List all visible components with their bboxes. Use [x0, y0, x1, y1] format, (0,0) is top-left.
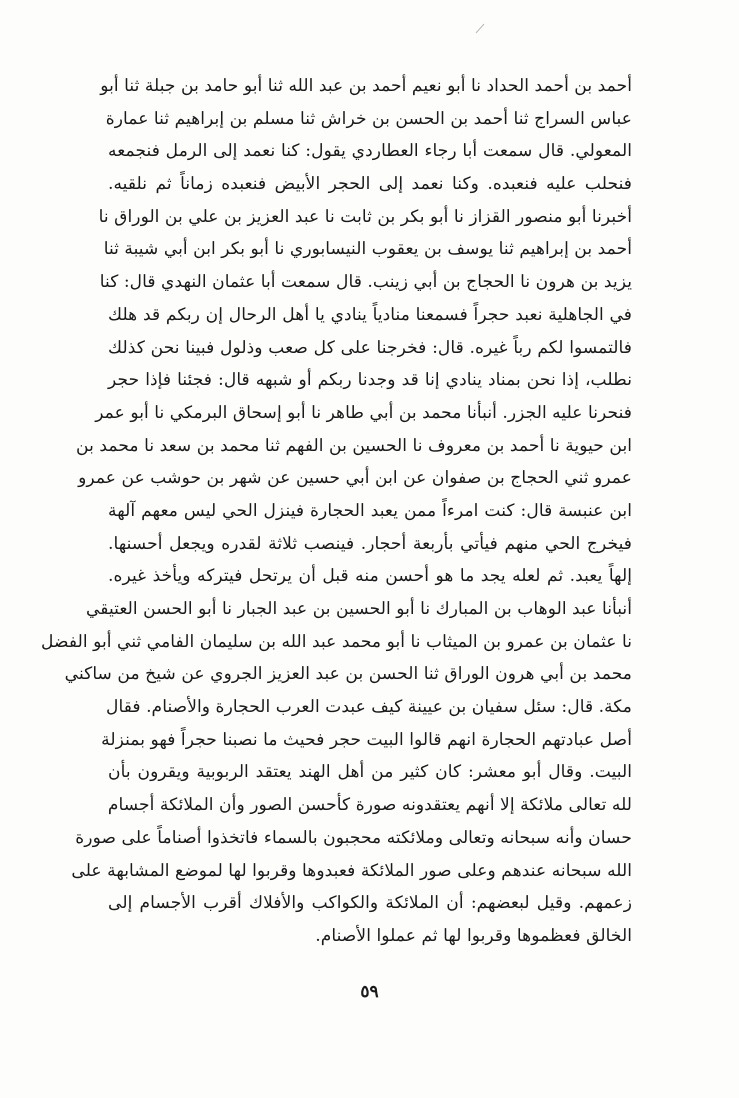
text-line: في الجاهلية نعبد حجراً فسمعنا منادياً ينادي يا أهل الرحال إن ربكم قد هلك [108, 304, 632, 325]
text-line: أنبأنا عبد الوهاب بن المبارك نا أبو الحسين بن عبد الجبار نا أبو الحسن العتيقي [85, 599, 632, 619]
text-line: يزيد بن هرون نا الحجاج بن أبي زينب. قال سمعت أبا عثمان النهدي قال: كنا [99, 272, 632, 293]
text-line: فيخرج الحي منهم فيأتي بأربعة أحجار. فينصب ثلاثة لقدره ويجعل أحسنها. [108, 533, 632, 554]
pencil-mark [476, 24, 485, 34]
page-number: ٥٩ [360, 982, 379, 1002]
text-line: أصل عبادتهم الحجارة انهم قالوا البيت حجر فحيث ما نصبنا حجراً فهو بمنزلة [101, 729, 632, 750]
text-line: ابن عنبسة قال: كنت امرءاً ممن يعبد الحجارة فينزل الحي ليس معهم آلهة [108, 500, 632, 521]
body-text [41, 70, 632, 953]
text-line: أخبرنا أبو منصور القزاز نا أبو بكر بن ثابت نا عبد العزيز بن علي بن الوراق نا [98, 206, 632, 227]
text-line: أحمد بن أحمد الحداد نا أبو نعيم أحمد بن عبد الله ثنا أبو حامد بن جبلة ثنا أبو [100, 76, 632, 96]
text-line: زعمهم. وقيل لبعضهم: أن الملائكة والكواكب والأفلاك أقرب الأجسام إلى [108, 893, 632, 914]
text-line: فنحرنا عليه الجزر. أنبأنا محمد بن أبي طاهر نا أبو إسحاق البرمكي نا أبو عمر [95, 402, 632, 423]
text-line: لله تعالى ملائكة إلا أنهم يعتقدونه صورة كأحسن الصور وأن الملائكة أجسام [107, 795, 632, 816]
text-line: المعولي. قال سمعت أبا رجاء العطاردي يقول: كنا نعمد إلى الرمل فنجمعه [108, 141, 632, 162]
text-line: الخالق فعظموها وقربوا لها ثم عملوا الأصنام. [315, 925, 632, 946]
text-line: نطلب، إذا نحن بمناد ينادي إنا قد وجدنا ربكم أو شبهه قال: فجئنا فإذا حجر [108, 370, 632, 391]
text-line: عمرو ثني الحجاج بن صفوان عن ابن أبي حسين عن شهر بن حوشب عن عمرو [78, 468, 632, 489]
text-line: البيت. وقال أبو معشر: كان كثير من أهل الهند يعتقد الربوبية ويقرون بأن [108, 762, 632, 783]
text-line: أحمد بن إبراهيم ثنا يوسف بن يعقوب النيسابوري نا أبو بكر ابن أبي شيبة ثنا [103, 239, 632, 260]
text-line: محمد بن أبي هرون الوراق ثنا الحسن بن عبد العزيز الجروي عن شيخ من ساكني [64, 664, 632, 685]
text-line: إلهاً يعبد. ثم لعله يجد ما هو أحسن منه قبل أن يرتحل فيتركه ويأخذ غيره. [108, 566, 632, 587]
text-line: الله سبحانه عندهم وعلى صور الملائكة فعبدوها وقربوا لها لموضع المشابهة على [71, 860, 632, 881]
text-line: ابن حيوية نا أحمد بن معروف نا الحسين بن الفهم ثنا محمد بن سعد نا محمد بن [76, 435, 632, 456]
text-line: عباس السراج ثنا أحمد بن الحسن بن خراش ثنا مسلم بن إبراهيم ثنا عمارة [105, 108, 632, 129]
text-line: مكة. قال: سئل سفيان بن عيينة كيف عبدت العرب الحجارة والأصنام. فقال [106, 697, 632, 718]
text-line: نا عثمان بن عمرو بن الميثاب نا أبو محمد عبد الله بن سليمان الفامي ثني أبو الفضل [41, 631, 632, 652]
text-line: فنحلب عليه فنعبده. وكنا نعمد إلى الحجر الأبيض فنعبده زماناً ثم نلقيه. [108, 174, 632, 195]
text-line: حسان وأنه سبحانه وتعالى وملائكته محجبون بالسماء فاتخذوا أصناماً على صورة [75, 827, 632, 848]
text-line: فالتمسوا لكم رباً غيره. قال: فخرجنا على كل صعب وذلول فبينا نحن كذلك [108, 337, 632, 358]
